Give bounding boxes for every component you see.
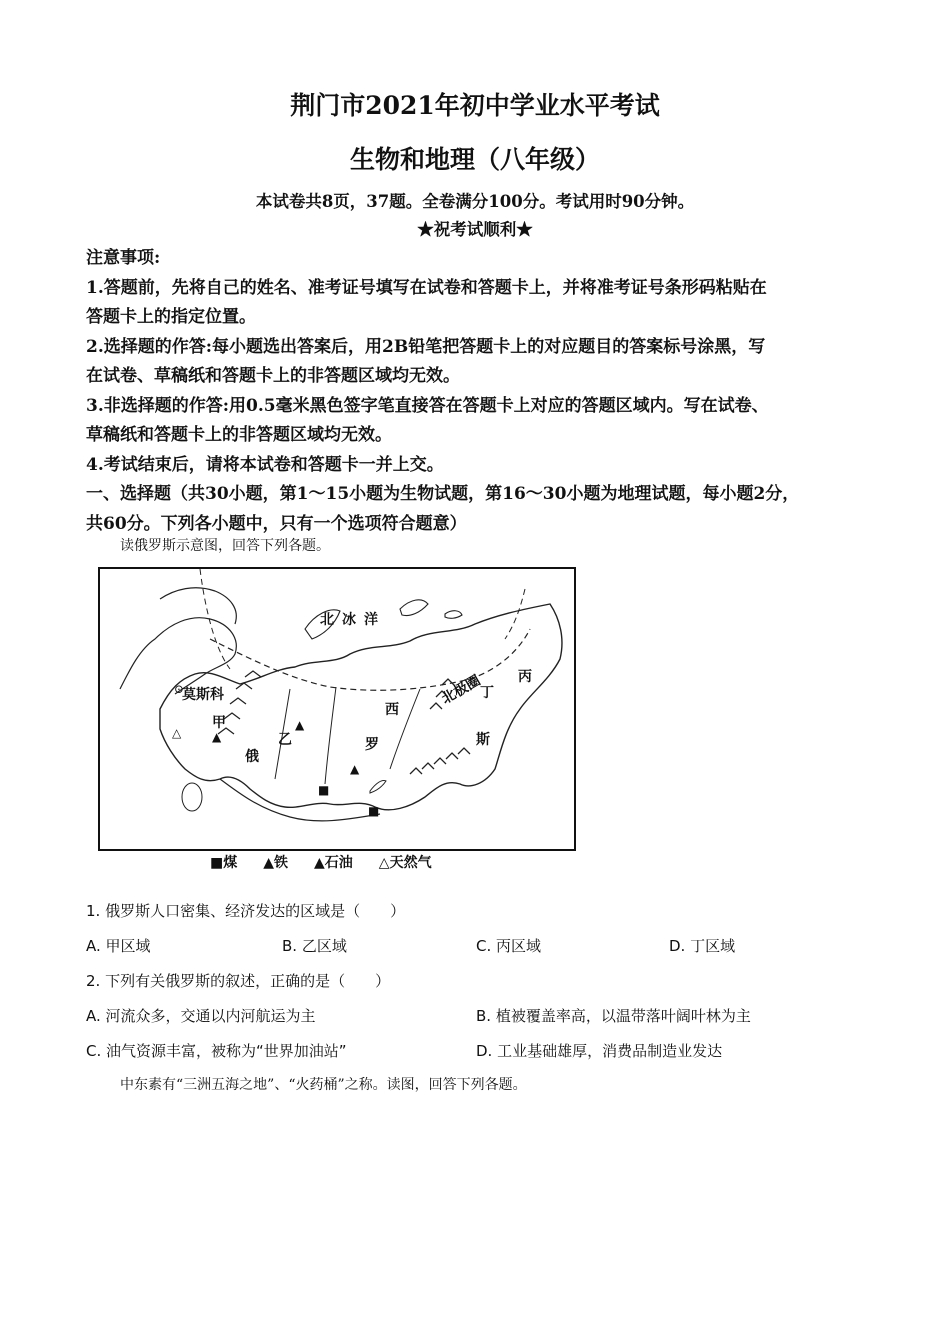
note-3b: 草稿纸和答题卡上的非答题区域均无效。 [86, 425, 392, 445]
note-2b: 在试卷、草稿纸和答题卡上的非答题区域均无效。 [86, 366, 460, 386]
moscow-marker: ⊙ [174, 682, 185, 696]
section-heading-b: 共60分。下列各小题中，只有一个选项符合题意） [86, 513, 467, 534]
note-3a: 3.非选择题的作答:用0.5毫米黑色签字笔直接答在答题卡上对应的答题区域内。写在试卷、 [86, 395, 769, 416]
russia-map-svg [100, 569, 574, 849]
label-yi: 乙 [278, 732, 292, 748]
coal-symbol-2: ■ [368, 804, 380, 818]
next-section-intro: 中东素有“三洲五海之地”、“火药桶”之称。读图，回答下列各题。 [120, 1077, 527, 1093]
q2-option-c: C. 油气资源丰富，被称为“世界加油站” [86, 1042, 347, 1060]
q2-option-d: D. 工业基础雄厚，消费品制造业发达 [476, 1042, 723, 1060]
note-1a: 1.答题前，先将自己的姓名、准考证号填写在试卷和答题卡上，并将准考证号条形码粘贴在 [86, 277, 767, 298]
gas-symbol-1: △ [172, 726, 182, 740]
label-e: 俄 [245, 749, 259, 765]
legend-gas: △天然气 [378, 855, 432, 871]
q1-option-a: A. 甲区域 [86, 937, 151, 955]
exam-info: 本试卷共8页，37题。全卷满分100分。考试用时90分钟。 [255, 192, 695, 211]
exam-subtitle: 生物和地理（八年级） [349, 145, 600, 174]
map-legend [210, 852, 432, 872]
note-2a: 2.选择题的作答:每小题选出答案后，用2B铅笔把答题卡上的对应题目的答案标号涂黑，写 [86, 336, 766, 357]
meridian-west [200, 569, 230, 669]
severnaya-zemlya [400, 600, 428, 616]
oil-symbol-2: ▲ [295, 718, 305, 732]
coal-symbol-1: ■ [318, 783, 330, 797]
exam-wish: ★祝考试顺利★ [417, 220, 533, 239]
label-luo: 罗 [365, 737, 379, 753]
note-1b: 答题卡上的指定位置。 [86, 307, 256, 327]
notes-heading: 注意事项: [86, 248, 161, 268]
label-bing: 丙 [518, 669, 532, 685]
legend-coal: ■煤 [210, 855, 238, 871]
yenisei-river [325, 687, 336, 784]
new-siberian-islands [445, 611, 462, 619]
label-moscow: 莫斯科 [182, 687, 224, 703]
label-jia: 甲 [212, 715, 226, 731]
scandinavia-coast [160, 588, 236, 624]
q1-option-b: B. 乙区域 [282, 937, 347, 955]
oil-symbol-3: ▲ [350, 762, 360, 776]
legend-iron: ▲铁 [263, 855, 289, 871]
figure-caption: 读俄罗斯示意图，回答下列各题。 [120, 538, 330, 554]
question-2-stem: 2. 下列有关俄罗斯的叙述，正确的是（ ） [86, 972, 391, 990]
question-1-stem: 1. 俄罗斯人口密集、经济发达的区域是（ ） [86, 902, 406, 920]
label-si: 斯 [476, 732, 490, 748]
note-4: 4.考试结束后，请将本试卷和答题卡一并上交。 [86, 454, 444, 475]
exam-title: 荆门市2021年初中学业水平考试 [290, 91, 660, 120]
q2-option-a: A. 河流众多，交通以内河航运为主 [86, 1007, 316, 1025]
arctic-circle-line [210, 629, 530, 690]
legend-oil: ▲石油 [314, 855, 353, 871]
south-border [220, 779, 380, 821]
label-arctic-circle: 北极圈 [439, 672, 484, 708]
q1-option-c: C. 丙区域 [476, 937, 542, 955]
notes-block [86, 244, 886, 539]
oil-symbol-1: ▲ [212, 730, 222, 744]
lake-baikal [370, 780, 386, 793]
label-arctic-ocean: 北冰洋 [320, 612, 386, 628]
q1-option-d: D. 丁区域 [669, 937, 736, 955]
label-xi: 西 [385, 702, 399, 718]
section-heading-a: 一、选择题（共30小题，第1～15小题为生物试题，第16～30小题为地理试题，每小题2分， [86, 484, 800, 504]
caspian-sea [182, 783, 202, 811]
lena-river [390, 689, 420, 769]
q2-option-b: B. 植被覆盖率高，以温带落叶阔叶林为主 [476, 1007, 751, 1025]
russia-map [98, 567, 576, 851]
label-ding: 丁 [480, 685, 494, 701]
